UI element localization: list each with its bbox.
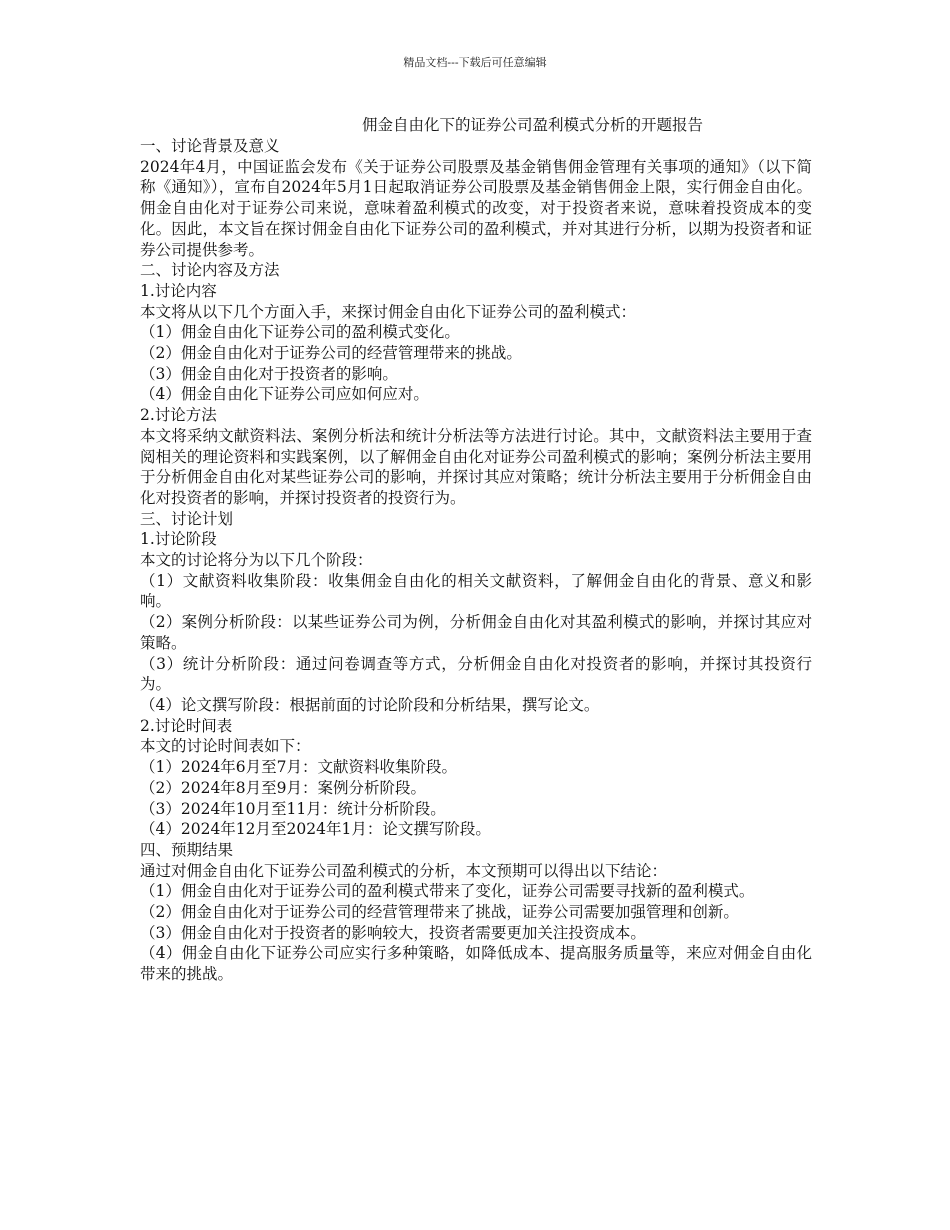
subsection-heading: 2.讨论时间表 [140,716,233,735]
paragraph: 本文的讨论将分为以下几个阶段： [140,551,373,570]
paragraph: 2024年4月，中国证监会发布《关于证券公司股票及基金销售佣金管理有关事项的通知》（以下简称《通知》），宣布自2024年5月1日起取消证券公司股票及基金销售佣金上限，实行佣金自由化。佣金自由化对于证券公司来说，意味着盈利模式的改变，对于投资者来说，意味着投资成本的变化。因此，本文旨在探讨佣金自由化下证券公司的盈利模式，并对其进行分析，以期为投资者和证券公司提供参考。 [140,157,812,259]
list-item: （1）佣金自由化对于证券公司的盈利模式带来了变化，证券公司需要寻找新的盈利模式。 [140,882,755,901]
list-item: （2）佣金自由化对于证券公司的经营管理带来的挑战。 [140,344,522,363]
list-item: （4）佣金自由化下证券公司应实行多种策略，如降低成本、提高服务质量等，来应对佣金自由化带来的挑战。 [140,944,812,984]
section-heading: 一、讨论背景及意义 [140,137,280,155]
list-item: （2）案例分析阶段：以某些证券公司为例，分析佣金自由化对其盈利模式的影响，并探讨其应对策略。 [140,613,812,652]
document-body [140,114,812,985]
list-item: （3）2024年10月至11月：统计分析阶段。 [140,799,446,818]
section-heading: 三、讨论计划 [140,509,234,528]
list-item: （1）文献资料收集阶段：收集佣金自由化的相关文献资料，了解佣金自由化的背景、意义和影响。 [140,571,812,611]
list-item: （4）佣金自由化下证券公司应如何应对。 [140,385,429,404]
paragraph: 本文将从以下几个方面入手，来探讨佣金自由化下证券公司的盈利模式： [140,302,637,321]
section-heading: 二、讨论内容及方法 [140,261,280,280]
section-heading: 四、预期结果 [140,840,234,859]
subsection-heading: 1.讨论阶段 [140,530,217,549]
paragraph: 本文的讨论时间表如下： [140,737,311,756]
paragraph: 通过对佣金自由化下证券公司盈利模式的分析，本文预期可以得出以下结论： [140,861,668,880]
list-item: （2）佣金自由化对于证券公司的经营管理带来了挑战，证券公司需要加强管理和创新。 [140,903,739,922]
page-header: 精品文档---下载后可任意编辑 [403,56,547,69]
document-title: 佣金自由化下的证券公司盈利模式分析的开题报告 [362,116,704,134]
paragraph: 本文将采纳文献资料法、案例分析法和统计分析法等方法进行讨论。其中，文献资料法主要用于查阅相关的理论资料和实践案例，以了解佣金自由化对证券公司盈利模式的影响；案例分析法主要用于分析佣金自由化对某些证券公司的影响，并探讨其应对策略；统计分析法主要用于分析佣金自由化对投资者的影响，并探讨投资者的投资行为。 [140,426,812,507]
list-item: （2）2024年8月至9月：案例分析阶段。 [140,778,427,797]
subsection-heading: 1.讨论内容 [140,281,217,300]
list-item: （3）统计分析阶段：通过问卷调查等方式，分析佣金自由化对投资者的影响，并探讨其投资行为。 [140,654,812,694]
list-item: （4）论文撰写阶段：根据前面的讨论阶段和分析结果，撰写论文。 [140,695,600,714]
list-item: （1）2024年6月至7月：文献资料收集阶段。 [140,758,458,777]
subsection-heading: 2.讨论方法 [140,406,217,425]
list-item: （4）2024年12月至2024年1月：论文撰写阶段。 [140,820,491,839]
list-item: （1）佣金自由化下证券公司的盈利模式变化。 [140,323,460,342]
list-item: （3）佣金自由化对于投资者的影响。 [140,364,398,383]
list-item: （3）佣金自由化对于投资者的影响较大，投资者需要更加关注投资成本。 [140,923,646,942]
